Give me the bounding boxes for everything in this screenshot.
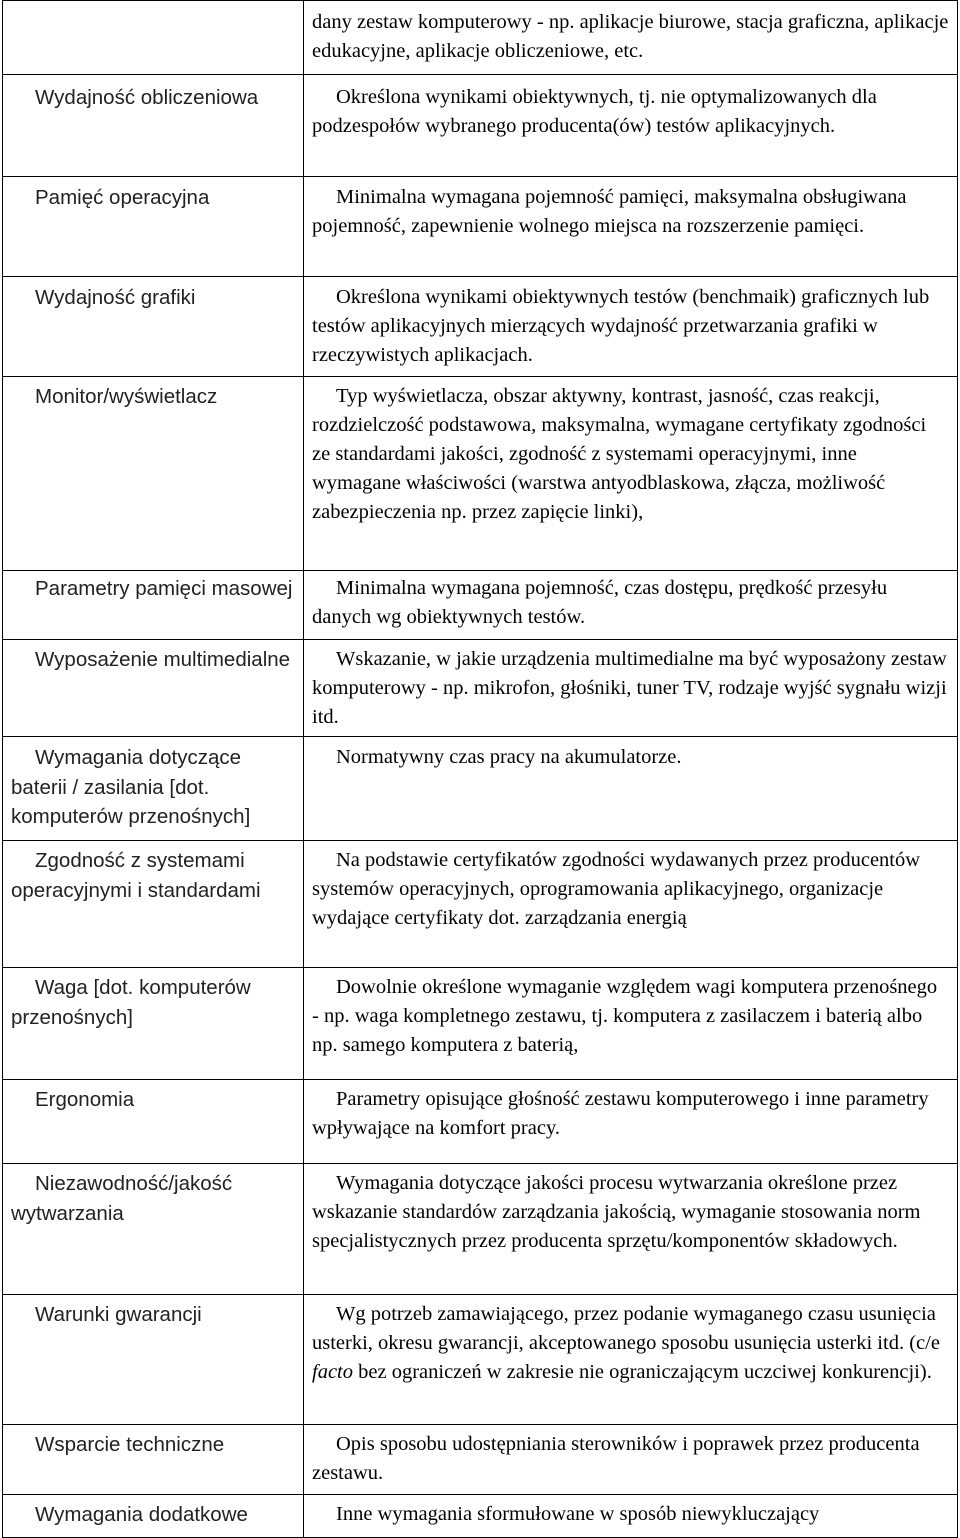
row-desc-after: bez ograniczeń w zakresie nie ograniczającym uczciwej konkurencji).	[353, 1361, 932, 1383]
row-desc	[304, 75, 958, 177]
row-desc-text: Na podstawie certyfikatów zgodności wydawanych przez producentów systemów operacyjnych, oprogramowania aplikacyjnego, organizacje wydające certyfikaty dot. zarządzania energią	[312, 849, 921, 929]
table-row	[3, 1295, 958, 1425]
row-desc-text: Parametry opisujące głośność zestawu komputerowego i inne parametry wpływające na komfort pracy.	[312, 1088, 929, 1139]
row-name	[3, 1, 304, 75]
row-name	[3, 841, 304, 968]
row-desc-text: dany zestaw komputerowy - np. aplikacje biurowe, stacja graficzna, aplikacje edukacyjne, aplikacje obliczeniowe, etc.	[312, 11, 949, 62]
row-name	[3, 1425, 304, 1495]
row-desc-italic: facto	[312, 1361, 353, 1383]
row-name-text: Wymagania dotyczące baterii / zasilania [dot. komputerów przenośnych]	[11, 746, 251, 828]
table-row	[3, 1164, 958, 1295]
row-desc	[304, 177, 958, 277]
row-desc-text: Opis sposobu udostępniania sterowników i poprawek przez producenta zestawu.	[312, 1433, 920, 1484]
row-name	[3, 640, 304, 737]
row-name-text: Wydajność grafiki	[35, 286, 196, 309]
row-desc	[304, 571, 958, 640]
row-name	[3, 1080, 304, 1164]
row-desc-text: Minimalna wymagana pojemność, czas dostępu, prędkość przesyłu danych wg obiektywnych testów.	[312, 577, 888, 628]
row-name-text: Warunki gwarancji	[35, 1303, 202, 1326]
table-row	[3, 571, 958, 640]
row-desc	[304, 1164, 958, 1295]
table-row	[3, 75, 958, 177]
table-row	[3, 1425, 958, 1495]
row-name	[3, 75, 304, 177]
row-desc-text: Wymagania dotyczące jakości procesu wytwarzania określone przez wskazanie standardów zarządzania jakością, wymaganie stosowania norm specjalistycznych przez producenta sprzętu/komponentów składowych.	[312, 1172, 921, 1252]
row-name-text: Niezawodność/jakość wytwarzania	[11, 1172, 233, 1225]
row-name-text: Waga [dot. komputerów przenośnych]	[11, 976, 251, 1029]
row-name	[3, 571, 304, 640]
table-row	[3, 841, 958, 968]
row-desc-text: Określona wynikami obiektywnych, tj. nie optymalizowanych dla podzespołów wybranego producenta(ów) testów aplikacyjnych.	[312, 86, 877, 137]
row-name	[3, 968, 304, 1080]
table-row	[3, 968, 958, 1080]
row-desc-text: Wskazanie, w jakie urządzenia multimedialne ma być wyposażony zestaw komputerowy - np. mikrofon, głośniki, tuner TV, rodzaje wyjść sygnału wizji itd.	[312, 648, 947, 728]
row-name-text: Wydajność obliczeniowa	[35, 86, 259, 109]
row-name	[3, 1295, 304, 1425]
row-desc-text: Minimalna wymagana pojemność pamięci, maksymalna obsługiwana pojemność, zapewnienie wolnego miejsca na rozszerzenie pamięci.	[312, 186, 907, 237]
table-row	[3, 640, 958, 737]
row-name-text: Wyposażenie multimedialne	[35, 648, 291, 671]
row-desc	[304, 1295, 958, 1425]
row-name-text: Monitor/wyświetlacz	[35, 385, 218, 408]
table-row	[3, 737, 958, 841]
row-name	[3, 277, 304, 377]
row-desc-text: Inne wymagania sformułowane w sposób niewykluczający	[336, 1503, 820, 1525]
row-name-text: Zgodność z systemami operacyjnymi i standardami	[11, 849, 261, 902]
requirements-table	[2, 0, 958, 1538]
row-name	[3, 737, 304, 841]
row-desc	[304, 377, 958, 571]
row-desc-text: Typ wyświetlacza, obszar aktywny, kontrast, jasność, czas reakcji, rozdzielczość podstawowa, maksymalna, wymagane certyfikaty zgodności ze standardami jakości, zgodność z systemami operacyjnymi, inne wymagane właściwości (warstwa antyodblaskowa, złącza, możliwość zabezpieczenia np. przez zapięcie linki),	[312, 385, 927, 523]
row-desc	[304, 1080, 958, 1164]
row-name	[3, 1495, 304, 1538]
table-row	[3, 377, 958, 571]
row-name	[3, 177, 304, 277]
row-name-text: Ergonomia	[35, 1088, 135, 1111]
row-name	[3, 1164, 304, 1295]
row-name-text: Pamięć operacyjna	[35, 186, 210, 209]
row-desc	[304, 968, 958, 1080]
row-desc	[304, 1495, 958, 1538]
table-row	[3, 1080, 958, 1164]
row-name-text: Wymagania dodatkowe	[35, 1503, 248, 1526]
row-name-text: Parametry pamięci masowej	[35, 577, 293, 600]
row-desc-before: Wg potrzeb zamawiającego, przez podanie wymaganego czasu usunięcia usterki, okresu gwarancji, akceptowanego sposobu usunięcia usterki itd. (c/e	[312, 1303, 940, 1354]
row-desc	[304, 1, 958, 75]
row-name-text: Wsparcie techniczne	[35, 1433, 225, 1456]
row-name	[3, 377, 304, 571]
row-desc-text: Normatywny czas pracy na akumulatorze.	[336, 746, 682, 768]
row-desc	[304, 1425, 958, 1495]
table-row	[3, 277, 958, 377]
row-desc-text: Dowolnie określone wymaganie względem wagi komputera przenośnego - np. waga kompletnego zestawu, tj. komputera z zasilaczem i baterią albo np. samego komputera z baterią,	[312, 976, 938, 1056]
table-row	[3, 1, 958, 75]
row-desc	[304, 277, 958, 377]
row-desc	[304, 841, 958, 968]
row-desc	[304, 640, 958, 737]
table-row	[3, 177, 958, 277]
row-desc-text: Określona wynikami obiektywnych testów (benchmaik) graficznych lub testów aplikacyjnych mierzących wydajność przetwarzania grafiki w rzeczywistych aplikacjach.	[312, 286, 930, 366]
row-desc	[304, 737, 958, 841]
table-row	[3, 1495, 958, 1538]
